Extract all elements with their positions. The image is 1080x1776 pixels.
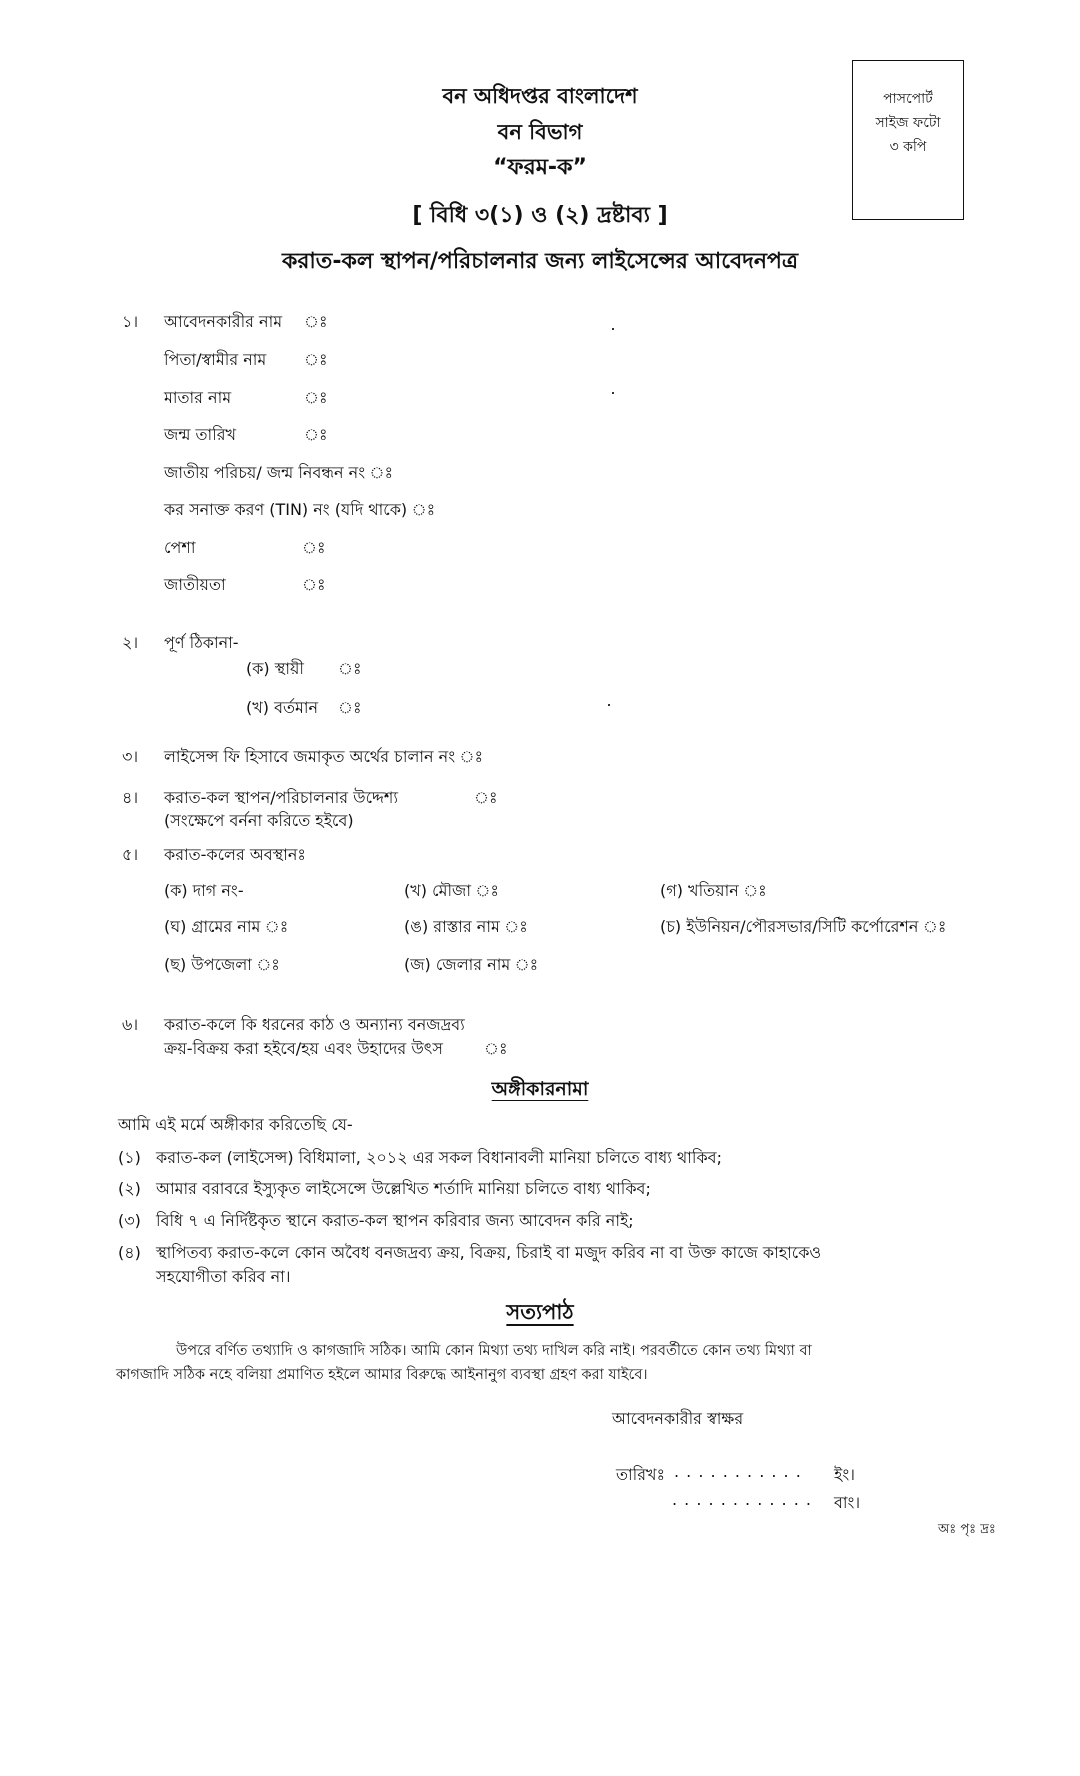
challan-number-label: লাইসেন্স ফি হিসাবে জমাকৃত অর্থের চালান নং ঃ <box>164 747 484 766</box>
affidavit-heading: সত্যপাঠ <box>506 1300 574 1324</box>
colon: ঃ <box>302 575 326 594</box>
form-name: “ফরম-ক” <box>493 155 587 180</box>
colon: ঃ <box>304 312 328 331</box>
date-english-dots: . . . . . . . . . . . <box>674 1462 802 1481</box>
colon: ঃ <box>304 388 328 407</box>
please-turn-over-note: অঃ পৃঃ দ্রঃ <box>938 1522 996 1537</box>
union-label: (চ) ইউনিয়ন/পৌরসভার/সিটি কর্পোরেশন ঃ <box>660 917 947 936</box>
photo-box-line: পাসপোর্ট <box>883 91 933 107</box>
section-number: ৬। <box>122 1015 139 1034</box>
undertaking-intro: আমি এই মর্মে অঙ্গীকার করিতেছি যে- <box>118 1115 353 1134</box>
scan-speck <box>608 704 610 706</box>
colon: ঃ <box>474 788 498 807</box>
scan-speck <box>612 328 614 330</box>
date-bangla-dots: . . . . . . . . . . . . <box>672 1490 812 1509</box>
date-label: তারিখঃ <box>616 1465 666 1484</box>
permanent-address-label: (ক) স্থায়ী <box>246 659 304 678</box>
undertaking-item-number: (২) <box>118 1179 141 1198</box>
page-title: করাত-কল স্থাপন/পরিচালনার জন্য লাইসেন্সের আবেদনপত্র <box>281 249 799 274</box>
photo-box-line: ৩ কপি <box>889 139 927 155</box>
nid-label: জাতীয় পরিচয়/ জন্ম নিবন্ধন নং ঃ <box>164 463 394 482</box>
section-number: ৪। <box>122 788 139 807</box>
colon: ঃ <box>302 538 326 557</box>
undertaking-item-continuation: সহযোগীতা করিব না। <box>156 1267 291 1286</box>
purpose-label: করাত-কল স্থাপন/পরিচালনার উদ্দেশ্য <box>164 788 398 807</box>
tin-label: কর সনাক্ত করণ (TIN) নং (যদি থাকে) ঃ <box>164 500 436 519</box>
nationality-label: জাতীয়তা <box>164 575 226 594</box>
colon: ঃ <box>304 425 328 444</box>
colon: ঃ <box>338 659 362 678</box>
section-number: ৩। <box>122 747 139 766</box>
applicant-signature-label: আবেদনকারীর স্বাক্ষর <box>612 1409 744 1428</box>
bangla-date-suffix: বাং। <box>834 1493 861 1512</box>
affidavit-text-line2: কাগজাদি সঠিক নহে বলিয়া প্রমাণিত হইলে আমার বিরুদ্ধে আইনানুগ ব্যবস্থা গ্রহণ করা যাইবে। <box>116 1367 648 1383</box>
khatian-label: (গ) খতিয়ান ঃ <box>660 881 767 900</box>
occupation-label: পেশা <box>164 538 196 557</box>
section-number: ৫। <box>122 845 139 864</box>
timber-source-label: ক্রয়-বিক্রয় করা হইবে/হয় এবং উহাদের উৎস <box>164 1039 443 1058</box>
undertaking-item-number: (৪) <box>118 1243 141 1262</box>
district-label: (জ) জেলার নাম ঃ <box>404 955 539 974</box>
undertaking-item: স্থাপিতব্য করাত-কলে কোন অবৈধ বনজদ্রব্য ক্রয়, বিক্রয়, চিরাই বা মজুদ করিব না বা উক্ত কাজে কাহাকেও <box>156 1243 822 1262</box>
mother-name-label: মাতার নাম <box>164 388 232 407</box>
colon: ঃ <box>484 1039 508 1058</box>
undertaking-item-number: (৩) <box>118 1211 141 1230</box>
birth-date-label: জন্ম তারিখ <box>164 425 237 444</box>
photo-box-line: সাইজ ফটো <box>875 115 941 131</box>
scan-speck <box>612 392 614 394</box>
undertaking-item: বিধি ৭ এ নির্দিষ্টকৃত স্থানে করাত-কল স্থাপন করিবার জন্য আবেদন করি নাই; <box>156 1211 634 1230</box>
applicant-name-label: আবেদনকারীর নাম <box>164 312 283 331</box>
passport-photo-box <box>852 60 964 220</box>
location-label: করাত-কলের অবস্থানঃ <box>164 845 306 864</box>
village-name-label: (ঘ) গ্রামের নাম ঃ <box>164 917 289 936</box>
undertaking-heading: অঙ্গীকারনামা <box>491 1078 589 1100</box>
affidavit-text-line1: উপরে বর্ণিত তথ্যাদি ও কাগজাদি সঠিক। আমি কোন মিথ্যা তথ্য দাখিল করি নাই। পরবর্তীতে কোন তথ্য মিথ্যা বা <box>176 1343 812 1359</box>
section-number: ১। <box>122 312 139 331</box>
dag-number-label: (ক) দাগ নং- <box>164 881 244 900</box>
timber-type-label: করাত-কলে কি ধরনের কাঠ ও অন্যান্য বনজদ্রব্য <box>164 1015 465 1034</box>
full-address-label: পূর্ণ ঠিকানা- <box>164 633 239 652</box>
colon: ঃ <box>304 350 328 369</box>
colon: ঃ <box>338 698 362 717</box>
present-address-label: (খ) বর্তমান <box>246 698 319 717</box>
father-husband-name-label: পিতা/স্বামীর নাম <box>164 350 267 369</box>
section-number: ২। <box>122 633 139 652</box>
english-date-suffix: ইং। <box>834 1465 855 1484</box>
division-name: বন বিভাগ <box>497 120 583 144</box>
undertaking-item: করাত-কল (লাইসেন্স) বিধিমালা, ২০১২ এর সকল বিধানাবলী মানিয়া চলিতে বাধ্য থাকিব; <box>156 1148 722 1167</box>
upazila-label: (ছ) উপজেলা ঃ <box>164 955 280 974</box>
mouza-label: (খ) মৌজা ঃ <box>404 881 499 900</box>
undertaking-item-number: (১) <box>118 1148 141 1167</box>
undertaking-item: আমার বরাবরে ইস্যুকৃত লাইসেন্সে উল্লেখিত শর্তাদি মানিয়া চলিতে বাধ্য থাকিব; <box>156 1179 651 1198</box>
purpose-note: (সংক্ষেপে বর্ননা করিতে হইবে) <box>164 811 354 830</box>
office-name: বন অধিদপ্তর বাংলাদেশ <box>442 84 638 108</box>
road-name-label: (ঙ) রাস্তার নাম ঃ <box>404 917 528 936</box>
rule-reference: [ বিধি ৩(১) ও (২) দ্রষ্টাব্য ] <box>412 203 668 228</box>
